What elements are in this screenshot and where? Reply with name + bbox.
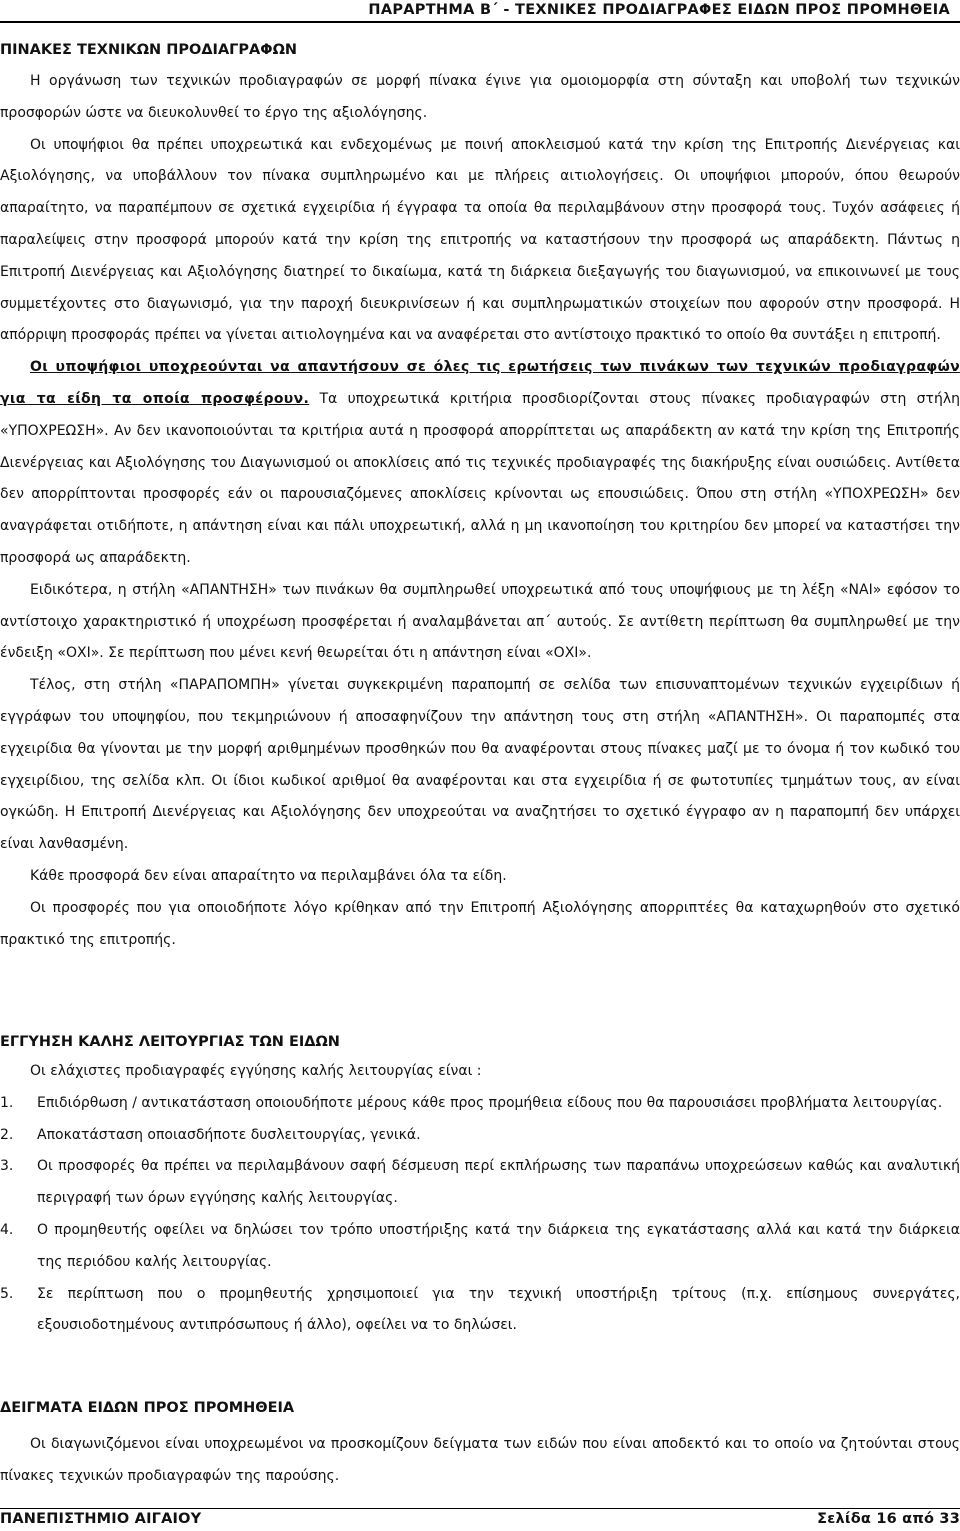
list-item-number: 5. xyxy=(0,1285,14,1302)
list-item-number: 1. xyxy=(0,1094,14,1111)
emphasized-text: Οι υποψήφιοι υποχρεούνται να απαντήσουν σε όλες τις ερωτήσεις των πινάκων των τεχνικών προδιαγραφών για τα είδη τα οποία προσφέρουν. xyxy=(0,359,960,407)
footer-institution: ΠΑΝΕΠΙΣΤΗΜΙΟ ΑΙΓΑΙΟΥ xyxy=(0,1511,202,1527)
section-warranty xyxy=(0,1032,960,1052)
list-item-text: Οι προσφορές θα πρέπει να περιλαμβάνουν σαφή δέσμευση περί εκπλήρωσης των παραπάνω υποχρεώσεων καθώς και αναλυτική περιγραφή των όρων εγγύησης καλής λειτουργίας. xyxy=(37,1158,960,1207)
list-item xyxy=(0,1088,960,1120)
section-heading: ΕΓΓΥΗΣΗ ΚΑΛΗΣ ΛΕΙΤΟΥΡΓΙΑΣ ΤΩΝ ΕΙΔΩΝ xyxy=(0,1034,340,1050)
paragraph: Οι ελάχιστες προδιαγραφές εγγύησης καλής λειτουργίας είναι : xyxy=(30,1063,482,1079)
section-samples xyxy=(0,1398,960,1418)
list-item xyxy=(0,1279,960,1343)
list-item xyxy=(0,1151,960,1215)
section-technical-specs-body xyxy=(0,66,960,956)
list-item-number: 2. xyxy=(0,1126,14,1143)
paragraph: Οι προσφορές που για οποιοδήποτε λόγο κρίθηκαν από την Επιτροπή Αξιολόγησης απορριπτέες θα καταχωρηθούν στο σχετικό πρακτικό της επιτροπής. xyxy=(0,899,960,948)
paragraph: Ειδικότερα, η στήλη «ΑΠΑΝΤΗΣΗ» των πινάκων θα συμπληρωθεί υποχρεωτικά από τους υποψήφιους με τη λέξη «ΝΑΙ» εφόσον το αντίστοιχο χαρακτηριστικό ή υποχρέωση προσφέρεται ή αναλαμβάνεται απ΄ αυτούς. Σε αντίθετη περίπτωση θα συμπληρωθεί με την ένδειξη «ΟΧΙ». Σε περίπτωση που μένει κενή θεωρείται ότι η απάντηση είναι «ΟΧΙ». xyxy=(0,581,960,662)
list-item xyxy=(0,1215,960,1279)
warranty-list xyxy=(0,1088,960,1342)
paragraph: Οι υποψήφιοι θα πρέπει υποχρεωτικά και ενδεχομένως με ποινή αποκλεισμού κατά την κρίση της Επιτροπής Διενέργειας και Αξιολόγησης, να υποβάλλουν τον πίνακα συμπληρωμένο και με πλήρεις αιτιολογήσεις. Οι υποψήφιοι μπορούν, όπου θεωρούν απαραίτητο, να παραπέμπουν σε σχετικά εγχειρίδια ή έγγραφα τα οποία θα περιλαμβάνουν στην προσφορά τους. Τυχόν ασάφειες ή παραλείψεις στην προσφορά μπορούν κατά την κρίση της επιτροπής να καταστήσουν την προσφορά ως απαράδεκτη. Πάντως η Επιτροπή Διενέργειας και Αξιολόγησης διατηρεί το δικαίωμα, κατά τη διάρκεια διεξαγωγής του διαγωνισμού, να επικοινωνεί με τους συμμετέχοντες στο διαγωνισμό, για την παροχή διευκρινίσεων ή και συμπληρωματικών στοιχείων που αφορούν στην προσφορά. Η απόρριψη προσφοράς πρέπει να γίνεται αιτιολογημένα και να αναφέρεται στο αντίστοιχο πρακτικό το οποίο θα συντάξει η επιτροπή. xyxy=(0,136,960,344)
section-heading: ΠΙΝΑΚΕΣ ΤΕΧΝΙΚΩΝ ΠΡΟΔΙΑΓΡΑΦΩΝ xyxy=(0,42,298,58)
section-heading: ΔΕΙΓΜΑΤΑ ΕΙΔΩΝ ΠΡΟΣ ΠΡΟΜΗΘΕΙΑ xyxy=(0,1400,295,1416)
paragraph: Τέλος, στη στήλη «ΠΑΡΑΠΟΜΠΗ» γίνεται συγκεκριμένη παραπομπή σε σελίδα των επισυναπτομένων τεχνικών εγχειρίδιων ή εγγράφων του υποψηφίου, που τεκμηριώνουν ή αποσαφηνίζουν την απάντηση τους στη στήλη «ΑΠΑΝΤΗΣΗ». Οι παραπομπές στα εγχειρίδια θα γίνονται με την μορφή αριθμημένων προσθηκών που θα αναφέρονται στους πίνακες μαζί με το όνομα ή τον κωδικό του εγχειρίδιου, της σελίδα κλπ. Οι ίδιοι κωδικοί αριθμοί θα αναφέρονται και στα εγχειρίδια ή σε φωτοτυπίες τμημάτων τους, αν είναι ογκώδη. Η Επιτροπή Διενέργειας και Αξιολόγησης δεν υποχρεούται να αναζητήσει το σχετικό έγγραφο αν η παραπομπή δεν υπάρχει είναι λανθασμένη. xyxy=(0,677,960,853)
list-item-number: 4. xyxy=(0,1221,14,1238)
paragraph: Η οργάνωση των τεχνικών προδιαγραφών σε μορφή πίνακα έγινε για ομοιομορφία στη σύνταξη και υποβολή των τεχνικών προσφορών ώστε να διευκολυνθεί το έργο της αξιολόγησης. xyxy=(0,73,960,121)
header-rule xyxy=(0,21,960,23)
page-header xyxy=(0,0,960,21)
paragraph: Κάθε προσφορά δεν είναι απαραίτητο να περιλαμβάνει όλα τα είδη. xyxy=(30,867,507,884)
section-samples-body xyxy=(0,1429,960,1493)
footer-page-number: Σελίδα 16 από 33 xyxy=(817,1511,960,1527)
list-item-number: 3. xyxy=(0,1158,14,1175)
paragraph-text: Τα υποχρεωτικά κριτήρια προσδιορίζονται στους πίνακες προδιαγραφών στη στήλη «ΥΠΟΧΡΕΩΣΗ». Αν δεν ικανοποιούνται τα κριτήρια αυτά η προσφορά απορρίπτεται ως απαράδεκτη αν κατά την κρίση της Επιτροπής Διενέργειας και Αξιολόγησης του Διαγωνισμού οι αποκλίσεις από τις τεχνικές προδιαγραφές της διακήρυξης είναι ουσιώδεις. Αντίθετα δεν απορρίπτονται προσφορές εάν οι παρουσιαζόμενες αποκλίσεις κρίνονται ως επουσιώδεις. Όπου στη στήλη «ΥΠΟΧΡΕΩΣΗ» δεν αναγράφεται οτιδήποτε, η απάντηση είναι και πάλι υποχρεωτική, αλλά η μη ικανοποίηση του κριτηρίου δεν μπορεί να καταστήσει την προσφορά ως απαράδεκτη. xyxy=(0,390,960,566)
section-warranty-body xyxy=(0,1056,960,1342)
footer-rule xyxy=(0,1508,960,1509)
list-item-text: Σε περίπτωση που ο προμηθευτής χρησιμοποιεί για την τεχνική υποστήριξη τρίτους (π.χ. επίσημους συνεργάτες, εξουσιοδοτημένους αντιπρόσωπους ή άλλο), οφείλει να το δηλώσει. xyxy=(37,1285,960,1334)
list-item-text: Ο προμηθευτής οφείλει να δηλώσει τον τρόπο υποστήριξης κατά την διάρκεια της εγκατάστασης αλλά και κατά την διάρκεια της περιόδου καλής λειτουργίας. xyxy=(37,1221,960,1270)
list-item-text: Αποκατάσταση οποιασδήποτε δυσλειτουργίας, γενικά. xyxy=(37,1126,421,1143)
header-title: ΠΑΡΑΡΤΗΜΑ Β΄ - ΤΕΧΝΙΚΕΣ ΠΡΟΔΙΑΓΡΑΦΕΣ ΕΙΔΩΝ ΠΡΟΣ ΠΡΟΜΗΘΕΙΑ xyxy=(368,2,950,18)
paragraph-obligation xyxy=(0,352,960,575)
list-item-text: Επιδιόρθωση / αντικατάσταση οποιουδήποτε μέρους κάθε προς προμήθεια είδους που θα παρουσιάσει προβλήματα λειτουργίας. xyxy=(37,1094,943,1111)
section-technical-specs xyxy=(0,40,960,60)
paragraph: Οι διαγωνιζόμενοι είναι υποχρεωμένοι να προσκομίζουν δείγματα των ειδών που είναι αποδεκτό και το οποίο να ζητούνται στους πίνακες τεχνικών προδιαγραφών της παρούσης. xyxy=(0,1436,960,1484)
list-item xyxy=(0,1120,960,1152)
